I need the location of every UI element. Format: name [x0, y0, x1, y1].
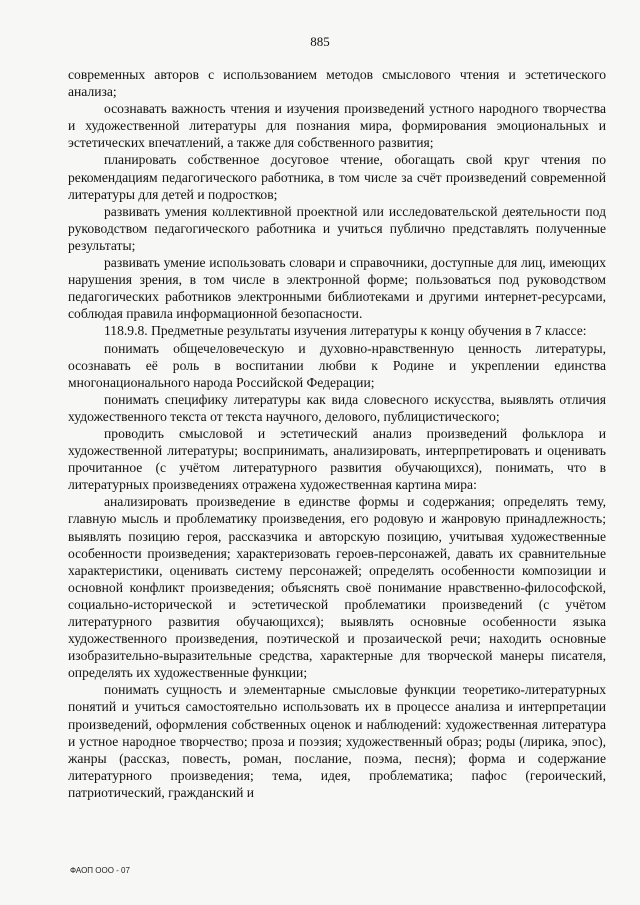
paragraph-3: планировать собственное досуговое чтение, обогащать свой круг чтения по рекомендациям педагогического работника, в том числе за счёт произведений современной литературы для детей и подростков; [68, 152, 606, 202]
paragraph-7: понимать общечеловеческую и духовно-нравственную ценность литературы, осознавать её роль в воспитании любви к Родине и укреплении единства многонационального народа Российской Федерации; [68, 340, 606, 390]
paragraph-2: осознавать важность чтения и изучения произведений устного народного творчества и художественной литературы для познания мира, формирования эмоциональных и эстетических впечатлений, а также для собственного развития; [68, 101, 606, 151]
paragraph-5: развивать умение использовать словари и справочники, доступные для лиц, имеющих нарушения зрения, в том числе в электронной форме; пользоваться под руководством педагогических работников электронными библиотеками и другими интернет-ресурсами, соблюдая правила информационной безопасности. [68, 255, 606, 322]
section-heading-118-9-8: 118.9.8. Предметные результаты изучения литературы к концу обучения в 7 классе: [104, 323, 587, 339]
paragraph-10: анализировать произведение в единстве формы и содержания; определять тему, главную мысль и проблематику произведения, его родовую и жанровую принадлежность; выявлять позицию героя, рассказчика и авторскую позицию, учитывая художественные особенности произведения; характеризовать героев-персонажей, давать их сравнительные характеристики, оценивать систему персонажей; определять особенности композиции и основной конфликт произведения; объяснять своё понимание нравственно-философской, социально-исторической и эстетической проблематики произведений (с учётом литературного развития обучающихся); выявлять основные особенности языка художественного произведения, поэтической и прозаической речи; находить основные изобразительно-выразительные средства, характерные для творческой манеры писателя, определять их художественные функции; [68, 494, 606, 681]
paragraph-8: понимать специфику литературы как вида словесного искусства, выявлять отличия художественного текста от текста научного, делового, публицистического; [68, 391, 606, 424]
page-number: 885 [310, 34, 330, 49]
paragraph-9: проводить смысловой и эстетический анализ произведений фольклора и художественной литературы; воспринимать, анализировать, интерпретировать и оценивать прочитанное (с учётом литературного развития обучающихся), понимать, что в литературных произведениях отражена художественная картина мира: [68, 425, 606, 493]
document-body [68, 66, 606, 801]
paragraph-4: развивать умения коллективной проектной или исследовательской деятельности под руководством педагогического работника и учиться публично представлять полученные результаты; [68, 203, 606, 253]
footer-code: ФАОП ООО - 07 [70, 866, 130, 875]
paragraph-11: понимать сущность и элементарные смысловые функции теоретико-литературных понятий и учиться самостоятельно использовать их в процессе анализа и интерпретации произведений, оформления собственных оценок и наблюдений: художественная литература и устное народное творчество; проза и поэзия; художественный образ; роды (лирика, эпос), жанры (рассказ, повесть, роман, послание, поэма, песня); форма и содержание литературного произведения; тема, идея, проблематика; пафос (героический, патриотический, гражданский и [68, 682, 606, 800]
paragraph-1: современных авторов с использованием методов смыслового чтения и эстетического анализа; [68, 67, 606, 100]
